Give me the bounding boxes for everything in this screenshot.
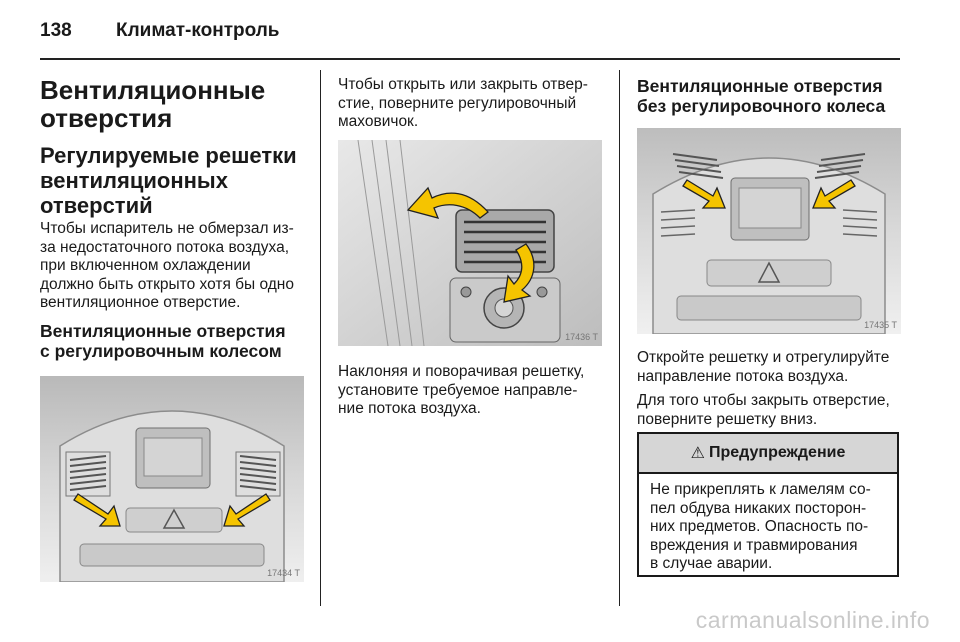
column-divider-1 bbox=[320, 70, 321, 606]
close-grille-paragraph bbox=[637, 392, 890, 429]
text-line: направление потока воздуха. bbox=[637, 367, 849, 385]
text-line: Чтобы испаритель не обмерзал из- bbox=[40, 220, 294, 237]
subheading-with-wheel bbox=[40, 321, 286, 361]
column-divider-2 bbox=[619, 70, 620, 606]
subheading-without-wheel bbox=[637, 76, 885, 116]
wheel-paragraph bbox=[338, 76, 588, 132]
figure-vent-closeup bbox=[338, 140, 602, 346]
subsection-title-line: отверстий bbox=[40, 193, 153, 218]
text-line: за недостаточного потока воздуха, bbox=[40, 238, 290, 256]
figure-number: 17434 T bbox=[267, 568, 300, 578]
figure-vents-without-wheel bbox=[637, 128, 901, 334]
subheading-line: Вентиляционные отверстия bbox=[40, 321, 286, 341]
open-grille-paragraph bbox=[637, 349, 889, 386]
header-rule bbox=[40, 58, 900, 60]
text-line: маховичок. bbox=[338, 113, 419, 130]
page-number: 138 bbox=[40, 20, 72, 41]
subsection-title-line: Регулируемые решетки bbox=[40, 143, 297, 168]
text-line: Наклоняя и поворачивая решетку, bbox=[338, 363, 585, 380]
figure-number: 17435 T bbox=[864, 320, 897, 330]
subsection-title bbox=[40, 143, 297, 218]
subheading-line: с регулировочным колесом bbox=[40, 341, 282, 361]
text-line: Откройте решетку и отрегулируйте bbox=[637, 349, 890, 366]
section-title bbox=[40, 76, 265, 132]
warning-box bbox=[637, 432, 899, 577]
section-title-line: Вентиляционные bbox=[40, 75, 266, 105]
section-title-line: отверстия bbox=[40, 103, 173, 133]
figure-vents-with-wheel bbox=[40, 376, 304, 582]
subheading-line: Вентиляционные отверстия bbox=[637, 76, 883, 96]
subsection-title-line: вентиляционных bbox=[40, 168, 228, 193]
warning-title: Предупреждение bbox=[709, 444, 846, 461]
text-line: установите требуемое направле- bbox=[338, 381, 578, 399]
subheading-line: без регулировочного колеса bbox=[637, 96, 886, 116]
text-line: поверните решетку вниз. bbox=[637, 410, 818, 428]
text-line: них предметов. Опасность по- bbox=[650, 518, 869, 535]
text-line: Не прикреплять к ламелям со- bbox=[650, 481, 871, 498]
intro-paragraph bbox=[40, 220, 294, 313]
tilt-paragraph bbox=[338, 363, 584, 419]
text-line: в случае аварии. bbox=[650, 555, 773, 572]
text-line: ние потока воздуха. bbox=[338, 400, 481, 417]
warning-triangle-icon: ⚠ bbox=[690, 445, 705, 462]
text-line: Для того чтобы закрыть отверстие, bbox=[637, 392, 890, 409]
text-line: стие, поверните регулировочный bbox=[338, 94, 577, 112]
warning-text bbox=[650, 481, 871, 574]
watermark-text: carmanualsonline.info bbox=[695, 607, 930, 633]
text-line: вентиляционное отверстие. bbox=[40, 294, 241, 311]
text-line: пел обдува никаких посторон- bbox=[650, 499, 867, 517]
running-head: Климат-контроль bbox=[116, 20, 280, 41]
figure-number: 17436 T bbox=[565, 332, 598, 342]
warning-header bbox=[639, 434, 897, 474]
text-line: Чтобы открыть или закрыть отвер- bbox=[338, 76, 588, 93]
text-line: при включенном охлаждении bbox=[40, 257, 251, 274]
text-line: вреждения и травмирования bbox=[650, 536, 858, 554]
text-line: должно быть открыто хотя бы одно bbox=[40, 275, 294, 293]
